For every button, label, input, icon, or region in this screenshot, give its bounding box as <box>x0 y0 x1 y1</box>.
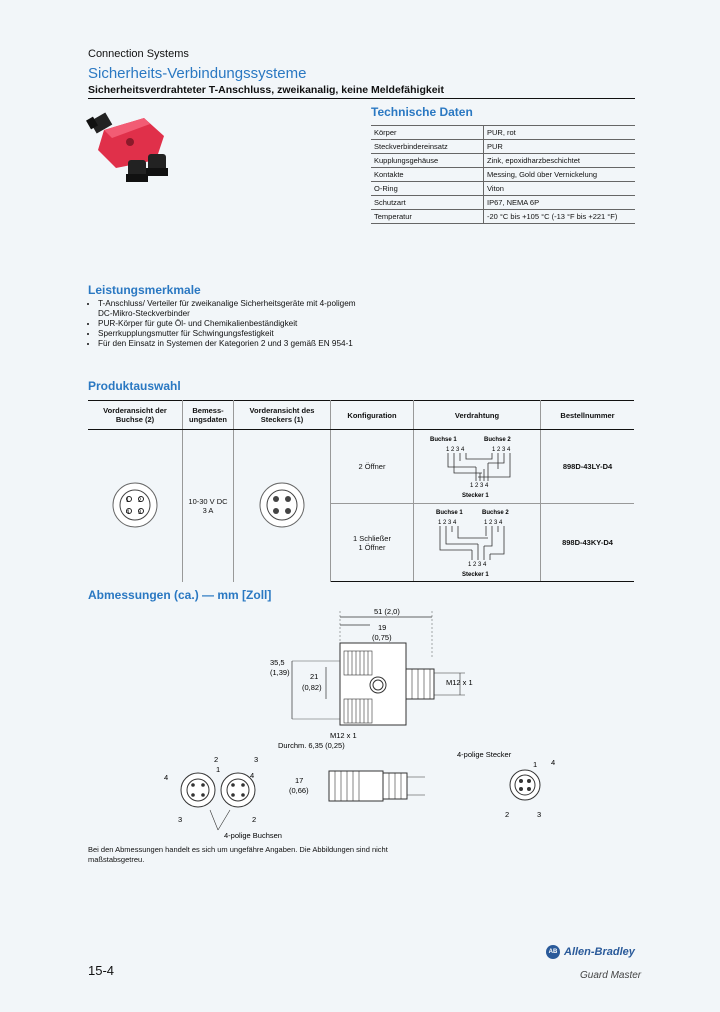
tech-value: Messing, Gold über Vernickelung <box>484 168 636 182</box>
svg-text:2: 2 <box>505 810 510 819</box>
table-row <box>88 430 634 504</box>
svg-text:17: 17 <box>295 776 304 785</box>
list-item: • PUR-Körper für gute Öl- und Chemikalienbeständigkeit <box>98 319 368 329</box>
tech-label: Schutzart <box>371 196 484 210</box>
product-photo <box>86 108 176 192</box>
svg-text:1: 1 <box>216 765 221 774</box>
features-title: Leistungsmerkmale <box>88 283 201 297</box>
wiring-cell <box>414 504 541 582</box>
table-header-row <box>88 401 634 430</box>
tech-label: Körper <box>371 126 484 140</box>
svg-text:M12 x 1: M12 x 1 <box>446 678 473 687</box>
svg-text:4: 4 <box>126 509 130 516</box>
page-number: 15-4 <box>88 963 115 978</box>
svg-text:Buchse 2: Buchse 2 <box>482 509 509 516</box>
col-header: Vorderansicht des Steckers (1) <box>234 401 331 430</box>
svg-text:51 (2,0): 51 (2,0) <box>374 607 400 616</box>
features-list <box>88 299 368 349</box>
config-cell: 2 Öffner <box>331 430 414 504</box>
svg-text:2: 2 <box>214 755 219 764</box>
product-table <box>88 400 634 582</box>
tech-table <box>371 125 635 224</box>
table-row <box>371 168 635 182</box>
svg-text:4-polige Buchsen: 4-polige Buchsen <box>224 831 282 840</box>
tech-title: Technische Daten <box>371 105 473 119</box>
svg-text:4-polige Stecker: 4-polige Stecker <box>457 750 512 759</box>
svg-text:Buchse 1: Buchse 1 <box>430 436 457 443</box>
svg-text:1 2 3 4: 1 2 3 4 <box>492 446 511 453</box>
svg-text:Durchm. 6,35 (0,25): Durchm. 6,35 (0,25) <box>278 741 345 750</box>
svg-text:2: 2 <box>252 815 257 824</box>
col-header: Bemess-ungsdaten <box>183 401 234 430</box>
wiring-cell <box>414 430 541 504</box>
tech-value: Zink, epoxidharzbeschichtet <box>484 154 636 168</box>
table-row <box>371 196 635 210</box>
dimensions-title: Abmessungen (ca.) — mm [Zoll] <box>88 588 272 602</box>
wiring-diagram-2 <box>422 506 532 578</box>
plug-face-icon <box>257 480 307 530</box>
svg-text:3: 3 <box>178 815 183 824</box>
tech-value: PUR, rot <box>484 126 636 140</box>
svg-text:1 2 3 4: 1 2 3 4 <box>446 446 465 453</box>
col-header: Verdrahtung <box>414 401 541 430</box>
svg-text:1: 1 <box>126 497 130 504</box>
svg-text:3: 3 <box>254 755 259 764</box>
tech-label: Steckverbindereinsatz <box>371 140 484 154</box>
wiring-diagram-1 <box>422 433 532 499</box>
table-row <box>371 182 635 196</box>
svg-text:1: 1 <box>533 760 538 769</box>
svg-text:(1,39): (1,39) <box>270 668 290 677</box>
svg-text:M12 x 1: M12 x 1 <box>330 731 357 740</box>
svg-text:1 2 3 4: 1 2 3 4 <box>470 482 489 489</box>
connector-side-drawing <box>285 765 445 815</box>
config-cell: 1 Schließer 1 Öffner <box>331 504 414 582</box>
plug-front-view <box>234 430 331 582</box>
tech-value: IP67, NEMA 6P <box>484 196 636 210</box>
page-title: Sicherheits-Verbindungssysteme <box>88 65 307 82</box>
svg-text:Buchse 2: Buchse 2 <box>484 436 511 443</box>
col-header: Konfiguration <box>331 401 414 430</box>
tech-value: -20 °C bis +105 °C (-13 °F bis +221 °F) <box>484 210 636 224</box>
tech-label: O-Ring <box>371 182 484 196</box>
socket-face-icon <box>110 480 160 530</box>
table-row <box>371 210 635 224</box>
svg-text:19: 19 <box>378 623 387 632</box>
svg-text:Buchse 1: Buchse 1 <box>436 509 463 516</box>
brand-name: Allen-Bradley <box>564 946 635 958</box>
col-header: Bestellnummer <box>541 401 635 430</box>
svg-text:3: 3 <box>138 509 142 516</box>
list-item: • Sperrkupplungsmutter für Schwingungsfestigkeit <box>98 329 368 339</box>
category-label: Connection Systems <box>88 48 189 60</box>
tech-value: PUR <box>484 140 636 154</box>
brand-badge-icon: AB <box>546 945 560 959</box>
svg-text:(0,66): (0,66) <box>289 786 309 795</box>
list-item: • Für den Einsatz in Systemen der Kategorien 2 und 3 gemäß EN 954-1 <box>98 339 368 349</box>
svg-text:Stecker 1: Stecker 1 <box>462 492 489 499</box>
plug-face-drawing <box>455 745 575 820</box>
svg-text:(0,82): (0,82) <box>302 683 322 692</box>
dimension-note: Bei den Abmessungen handelt es sich um ungefähre Angaben. Die Abbildungen sind nicht maßstabsgetreu. <box>88 845 388 864</box>
svg-text:35,5: 35,5 <box>270 658 285 667</box>
list-item: • T-Anschluss/ Verteiler für zweikanalige Sicherheitsgeräte mit 4-poligem DC-Mikro-Steckverbinder <box>98 299 368 319</box>
tech-label: Kontakte <box>371 168 484 182</box>
svg-text:(0,75): (0,75) <box>372 633 392 642</box>
svg-text:21: 21 <box>310 672 319 681</box>
svg-text:1 2 3 4: 1 2 3 4 <box>484 519 503 526</box>
part-number: 898D-43LY-D4 <box>562 462 613 471</box>
table-row <box>371 140 635 154</box>
svg-text:4: 4 <box>551 758 556 767</box>
socket-front-view <box>88 430 183 582</box>
svg-text:2: 2 <box>138 497 142 504</box>
table-row <box>371 154 635 168</box>
svg-text:4: 4 <box>164 773 169 782</box>
product-line: Guard Master <box>580 970 642 981</box>
tech-value: Viton <box>484 182 636 196</box>
svg-text:1 2 3 4: 1 2 3 4 <box>438 519 457 526</box>
dimension-drawing-main <box>270 603 500 753</box>
svg-text:Stecker 1: Stecker 1 <box>462 571 489 578</box>
brand-logo <box>546 945 635 959</box>
rating-cell: 10-30 V DC 3 A <box>183 430 234 582</box>
header-rule <box>88 98 635 99</box>
svg-text:3: 3 <box>537 810 542 819</box>
product-title: Produktauswahl <box>88 379 181 393</box>
tech-label: Kupplungsgehäuse <box>371 154 484 168</box>
table-row <box>371 126 635 140</box>
part-number: 898D-43KY-D4 <box>541 504 635 582</box>
page-subtitle: Sicherheitsverdrahteter T-Anschluss, zweikanalig, keine Meldefähigkeit <box>88 84 444 96</box>
svg-text:4: 4 <box>250 771 255 780</box>
col-header: Vorderansicht der Buchse (2) <box>88 401 183 430</box>
sockets-drawing <box>150 750 290 845</box>
svg-text:1 2 3 4: 1 2 3 4 <box>468 561 487 568</box>
tech-label: Temperatur <box>371 210 484 224</box>
